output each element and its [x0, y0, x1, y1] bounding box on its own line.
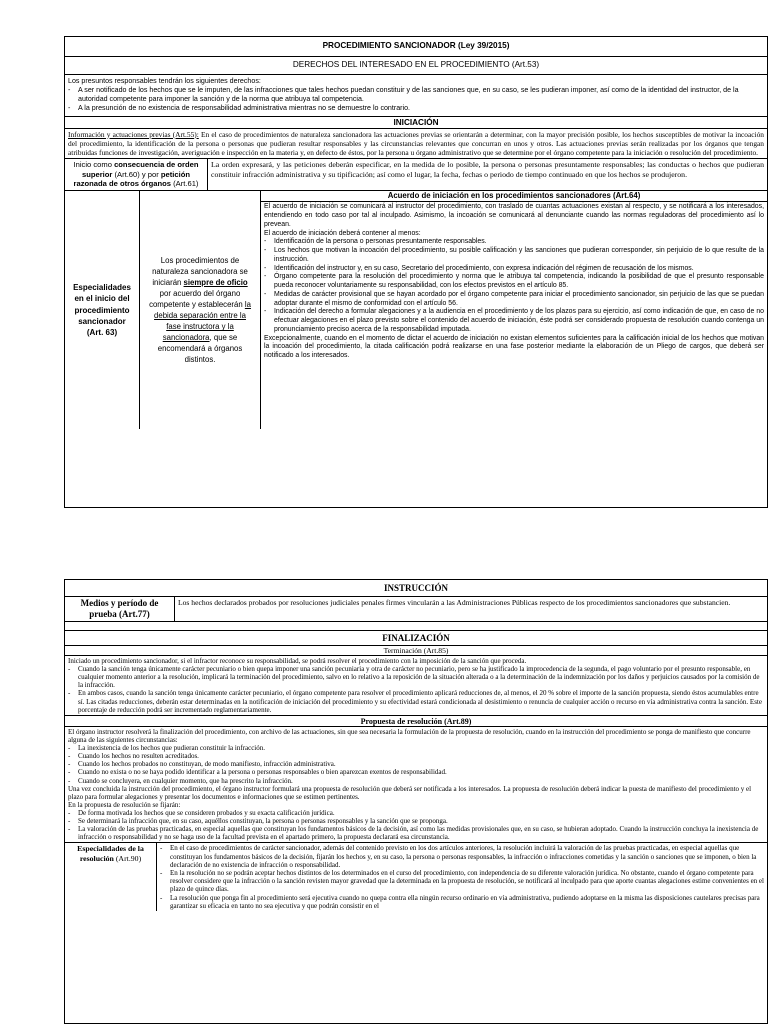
list-item: - A ser notificado de los hechos que se le imputen, de las infracciones que tales hechos puedan constituir y de las sanciones que, en su caso, se les pudieran imponer, así como de la identidad del instructor, de la autoridad competente para imponer la sanción y de la norma que atribuya tal competencia.	[68, 86, 739, 104]
list-item: - En el caso de procedimientos de carácter sancionador, además del contenido previsto en los dos artículos anteriores, la resolución incluirá la valoración de las pruebas practicadas, en especial aquellas que constituyan los fundamentos básicos de la decisión, fijarán los hechos y, en su caso, la persona o personas responsables, la infracción o infracciones cometidas y la sanción o sanciones que se imponen, o bien la declaración de no existencia de infracción o responsabilidad.	[160, 844, 757, 869]
instruccion-heading: INSTRUCCIÓN	[65, 580, 767, 597]
propuesta-block: El órgano instructor resolverá la finalización del procedimiento, con archivo de las actuaciones, sin que sea necesaria la formulación de la propuesta de resolución, cuando en la instrucción del procedimiento se ponga de manifiesto que concurre alguna de las siguientes circunstancias: - La inexistencia de los hechos que pudieran constituir la infracción. - Cuando los hechos no resulten acreditados. - Cuando los hechos probados no constituyan, de modo manifiesto, infracción administrativa. - Cuando no exista o no se haya podido identificar a la persona o personas responsables o bien aparezcan exentos de responsabilidad. - Cuando se concluyera, en cualquier momento, que ha prescrito la infracción. Una vez concluida la instrucción del procedimiento, el órgano instructor formulará una propuesta de resolución que deberá ser notificada a los interesados. La propuesta de resolución deberá indicar la puesta de manifiesto del procedimiento y el plazo para formular alegaciones y presentar los documentos e informaciones que se estimen pertinentes. En la propuesta de resolución se fijarán: - De forma motivada los hechos que se consideren probados y su exacta calificación jurídica. - Se determinará la infracción que, en su caso, aquéllos constituyan, la persona o personas responsables y la sanción que se proponga. - La valoración de las pruebas practicadas, en especial aquellas que constituyan los fundamentos básicos de la decisión, así como las medidas provisionales que, en su caso, se hubieran adoptado. Cuando la instrucción concluya la inexistencia de infracción o responsabilidad y no se haga uso de la facultad prevista en el apartado primero, la propuesta declarará esa circunstancia.	[65, 727, 767, 844]
rights-heading: DERECHOS DEL INTERESADO EN EL PROCEDIMIENTO (Art.53)	[65, 57, 767, 75]
especialidades-row	[65, 191, 767, 429]
especialidades-label: Especialidades en el inicio del procedimiento sancionador (Art. 63)	[65, 191, 140, 429]
medios-text: Los hechos declarados probados por resoluciones judiciales penales firmes vincularán a las Administraciones Públicas respecto de los procedimientos sancionadores que substancien.	[178, 598, 731, 607]
list-item: - Cuando se concluyera, en cualquier momento, que ha prescrito la infracción.	[68, 776, 293, 785]
actuaciones-previas-block: Información y actuaciones previas (Art.55): En el caso de procedimientos de naturaleza sancionadora las actuaciones previas se orientarán a determinar, con la mayor precisión posible, los hechos susceptibles de motivar la incoación del procedimiento, la identificación de la persona o personas que pudieran resultar responsables y las circunstancias relevantes que concurran en unos y otros. Las actuaciones previas serán realizadas por los órganos que tengan atribuidas funciones de investigación, averiguación e inspección en la materia y, en defecto de éstos, por la persona u órgano administrativo que se determine por el órgano competente para la iniciación o resolución del procedimiento.	[65, 129, 767, 159]
list-item: - Identificación del instructor y, en su caso, Secretario del procedimiento, con expresa indicación del régimen de recusación de los mismos.	[264, 264, 694, 272]
document-sheet-2	[64, 579, 768, 1024]
actuaciones-previas-link[interactable]: Información y actuaciones previas (Art.55):	[68, 129, 199, 139]
propuesta-heading: Propuesta de resolución (Art.89)	[65, 716, 767, 727]
acuerdo-heading: Acuerdo de iniciación en los procedimientos sancionadores (Art.64)	[261, 191, 767, 202]
list-item: - En ambos casos, cuando la sanción tenga únicamente carácter pecuniario, el órgano competente para resolver el procedimiento aplicará reducciones de, al menos, el 20 % sobre el importe de la sanción propuesta, siendo éstos acumulables entre sí. Las citadas reducciones, deberán estar determinadas en la notificación de iniciación del procedimiento y su efectividad estará condicionada al desistimiento o renuncia de cualquier acción o recurso en vía administrativa contra la sanción. Este porcentaje de reducción podrá ser incrementado reglamentariamente.	[68, 689, 762, 714]
acuerdo-cell	[261, 191, 767, 429]
list-item: - En la resolución no se podrán aceptar hechos distintos de los determinados en el curso del procedimiento, con independencia de su diferente valoración jurídica. No obstante, cuando el órgano competente para resolver considere que la infracción o la sanción revisten mayor gravedad que la determinada en la propuesta de resolución, se notificará al inculpado para que aporte cuantas alegaciones estime convenientes en el plazo de quince días.	[160, 869, 764, 894]
list-item: - Órgano competente para la resolución del procedimiento y norma que le atribuya tal competencia, indicando la posibilidad de que el presunto responsable pueda reconocer voluntariamente su responsabilidad, con los efectos previstos en el artículo 85.	[264, 273, 764, 290]
finalizacion-heading: FINALIZACIÓN	[65, 631, 767, 646]
inicio-label-cell: Inicio como consecuencia de orden superior (Art.60) y por petición razonada de otros órganos (Art.61)	[65, 159, 208, 191]
list-item: - Medidas de carácter provisional que se hayan acordado por el órgano competente para iniciar el procedimiento sancionador, sin perjuicio de las que se puedan adoptar durante el mismo de conformidad con el artículo 56.	[264, 290, 764, 307]
especialidades-resolucion-text	[157, 843, 767, 911]
list-item: - Los hechos que motivan la incoación del procedimiento, su posible calificación y las sanciones que pudieran corresponder, sin perjuicio de lo que resulte de la instrucción.	[264, 247, 764, 263]
medios-row	[65, 597, 767, 622]
especialidades-resolucion-label: Especialidades de la resolución (Art.90)	[65, 843, 157, 911]
list-item: - La inexistencia de los hechos que pudieran constituir la infracción.	[68, 744, 265, 753]
list-item: - De forma motivada los hechos que se consideren probados y su exacta calificación jurídica.	[68, 809, 335, 817]
list-item: - Cuando no exista o no se haya podido identificar a la persona o personas responsables o bien aparezcan exentos de responsabilidad.	[68, 768, 447, 777]
list-item: - A la presunción de no existencia de responsabilidad administrativa mientras no se demuestre lo contrario.	[68, 104, 411, 113]
inicio-row	[65, 159, 767, 192]
list-item: - Identificación de la persona o personas presuntamente responsables.	[264, 238, 487, 246]
acuerdo-body: El acuerdo de iniciación se comunicará al instructor del procedimiento, con traslado de cuantas actuaciones existan al respecto, y se notificará a los interesados, entendiendo en todo caso por tal al inculpado. Asimismo, la incoación se comunicará al denunciante cuando las normas reguladoras del procedimiento así lo prevean. El acuerdo de iniciación deberá contener al menos: - Identificación de la persona o personas presuntamente responsables. - Los hechos que motivan la incoación del procedimiento, su posible calificación y las sanciones que pudieran corresponder, sin perjuicio de lo que resulte de la instrucción. - Identificación del instructor y, en su caso, Secretario del procedimiento, con expresa indicación del régimen de recusación de los mismos. - Órgano competente para la resolución del procedimiento y norma que le atribuya tal competencia, indicando la posibilidad de que el presunto responsable pueda reconocer voluntariamente su responsabilidad, con los efectos previstos en el artículo 85. - Medidas de carácter provisional que se hayan acordado por el órgano competente para iniciar el procedimiento sancionador, sin perjuicio de las que se puedan adoptar durante el mismo de conformidad con el artículo 56. - Indicación del derecho a formular alegaciones y a la audiencia en el procedimiento y de los plazos para su ejercicio, así como indicación de que, en caso de no efectuar alegaciones en el plazo previsto sobre el contenido del acuerdo de iniciación, éste podrá ser considerado propuesta de resolución cuando contenga un pronunciamiento preciso acerca de la responsabilidad imputada. Excepcionalmente, cuando en el momento de dictar el acuerdo de iniciación no existan elementos suficientes para la calificación inicial de los hechos que motivan la incoación del procedimiento, la citada calificación podrá realizarse en una fase posterior mediante la elaboración de un Pliego de cargos, que deberá ser notificado a los interesados.	[264, 203, 764, 360]
list-item: - Se determinará la infracción que, en su caso, aquéllos constituyan, la persona o personas responsables y la sanción que se proponga.	[68, 817, 448, 826]
oficio-cell: Los procedimientos de naturaleza sancionadora se iniciarán siempre de oficio por acuerdo del órgano competente y establecerán la debida separación entre la fase instructora y la sancionadora, que se encomendará a órganos distintos.	[140, 191, 261, 429]
list-item: - La valoración de las pruebas practicadas, en especial aquellas que constituyan los fundamentos básicos de la decisión, así como las medidas provisionales que, en su caso, se hubieran adoptado. Cuando la instrucción concluya la inexistencia de infracción o responsabilidad y no se haga uso de la facultad prevista en el apartado primero, la propuesta declarará esa circunstancia.	[68, 825, 759, 842]
list-item: - Cuando los hechos no resulten acreditados.	[68, 752, 199, 761]
spacer	[65, 622, 767, 631]
document-sheet-1	[64, 36, 768, 508]
terminacion-block: Iniciado un procedimiento sancionador, si el infractor reconoce su responsabilidad, se podrá resolver el procedimiento con la imposición de la sanción que proceda. - Cuando la sanción tenga únicamente carácter pecuniario o bien quepa imponer una sanción pecuniaria y otra de carácter no pecuniario, pero se ha justificado la improcedencia de la segunda, el pago voluntario por el presunto responsable, en cualquier momento anterior a la resolución, implicará la terminación del procedimiento, salvo en lo relativo a la reposición de la situación alterada o a la determinación de la indemnización por los daños y perjuicios causados por la comisión de la infracción. - En ambos casos, cuando la sanción tenga únicamente carácter pecuniario, el órgano competente para resolver el procedimiento aplicará reducciones de, al menos, el 20 % sobre el importe de la sanción propuesta, siendo éstos acumulables entre sí. Las citadas reducciones, deberán estar determinadas en la notificación de iniciación del procedimiento y su efectividad estará condicionada al desistimiento o renuncia de cualquier acción o recurso en vía administrativa contra la sanción. Este porcentaje de reducción podrá ser incrementado reglamentariamente.	[65, 656, 767, 716]
especialidades-resolucion-row	[65, 843, 767, 911]
list-item: - Cuando la sanción tenga únicamente carácter pecuniario o bien quepa imponer una sanción pecuniaria y otra de carácter no pecuniario, pero se ha justificado la improcedencia de la segunda, el pago voluntario por el presunto responsable, en cualquier momento anterior a la resolución, implicará la terminación del procedimiento, salvo en lo relativo a la reposición de la situación alterada o a la determinación de la indemnización por los daños y perjuicios causados por la comisión de la infracción.	[68, 664, 760, 690]
document-title: PROCEDIMIENTO SANCIONADOR (Ley 39/2015)	[65, 37, 767, 57]
inicio-text-cell: La orden expresará, y las peticiones deberán especificar, en la medida de lo posible, la persona o personas presuntamente responsables; las conductas o hechos que pudieran constituir infracción administrativa y su tipificación; así como el lugar, la fecha, fechas o periodo de tiempo continuado en que los hechos se produjeron.	[211, 159, 764, 179]
list-item: - La resolución que ponga fin al procedimiento será ejecutiva cuando no quepa contra ella ningún recurso ordinario en vía administrativa, pudiendo adoptarse en la misma las disposiciones cautelares precisas para garantizar su eficacia en tanto no sea ejecutiva y que podrán consistir en el	[160, 893, 760, 910]
list-item: - Indicación del derecho a formular alegaciones y a la audiencia en el procedimiento y de los plazos para su ejercicio, así como indicación de que, en caso de no efectuar alegaciones en el plazo previsto sobre el contenido del acuerdo de iniciación, éste podrá ser considerado propuesta de resolución cuando contenga un pronunciamiento preciso acerca de la responsabilidad imputada.	[264, 308, 764, 333]
medios-label: Medios y período de prueba (Art.77)	[65, 597, 175, 621]
list-item: - Cuando los hechos probados no constituyan, de modo manifiesto, infracción administrativa.	[68, 760, 336, 769]
iniciacion-heading: INICIACIÓN	[65, 117, 767, 129]
rights-block: Los presuntos responsables tendrán los siguientes derechos: - A ser notificado de los hechos que se le imputen, de las infracciones que tales hechos puedan constituir y de las sanciones que, en su caso, se les pudieran imponer, así como de la identidad del instructor, de la autoridad competente para imponer la sanción y de la norma que atribuya tal competencia. - A la presunción de no existencia de responsabilidad administrativa mientras no se demuestre lo contrario.	[65, 75, 767, 117]
terminacion-heading: Terminación (Art.85)	[65, 646, 767, 656]
